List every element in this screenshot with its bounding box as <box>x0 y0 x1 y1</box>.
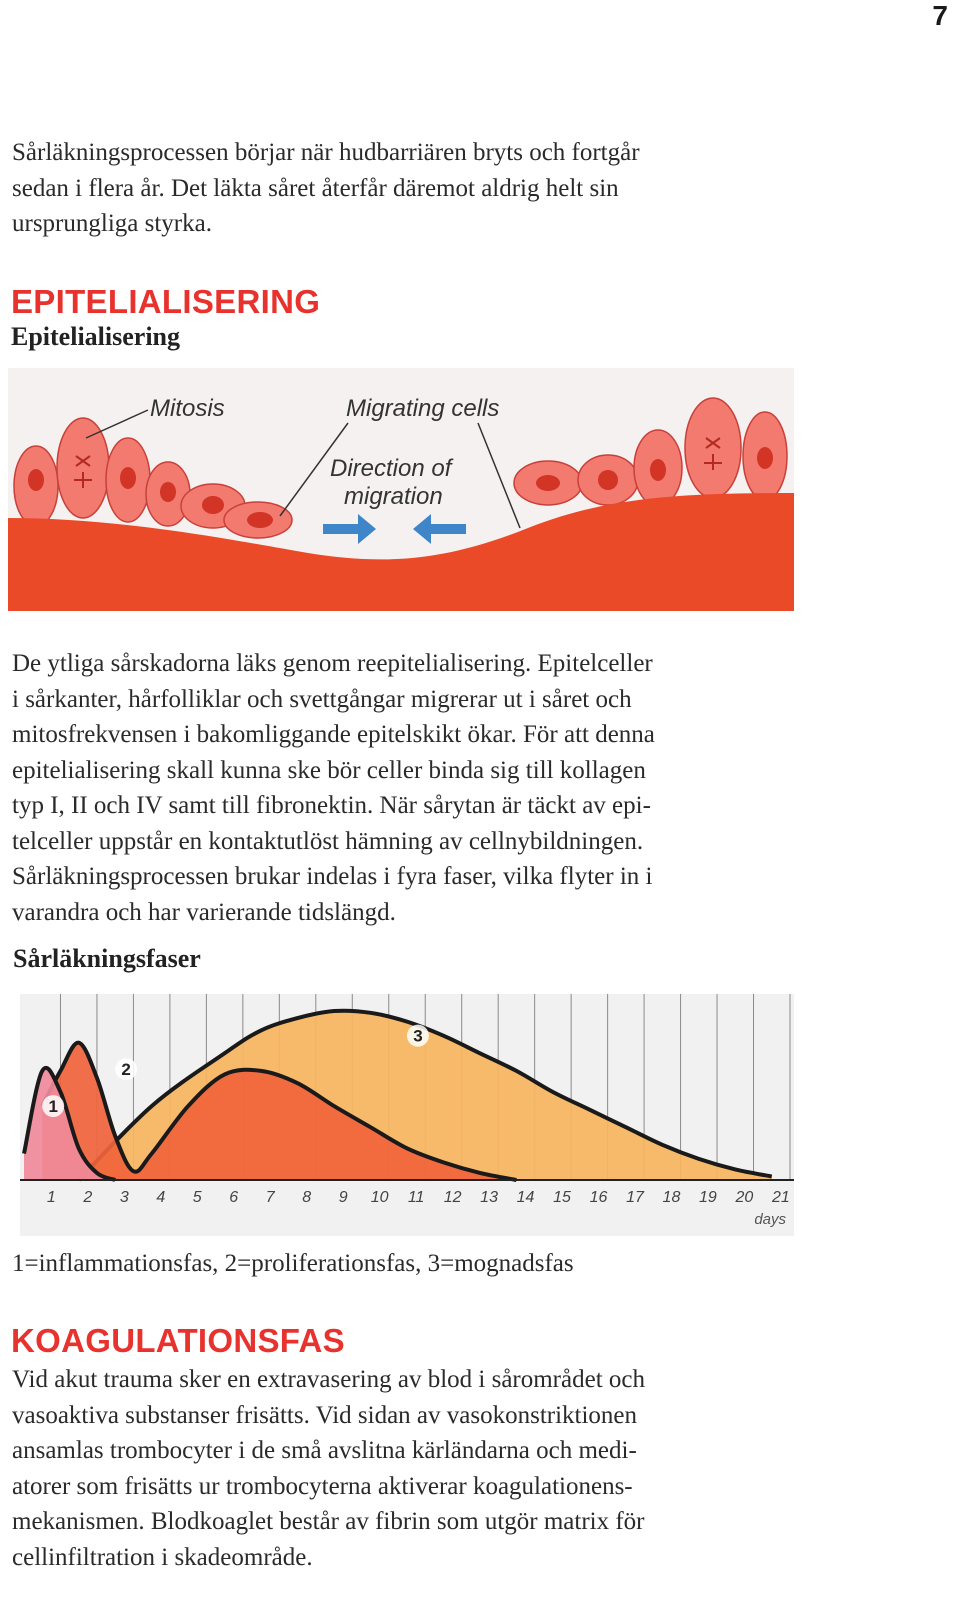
label-migration: migration <box>344 483 443 510</box>
x-tick-label: 2 <box>83 1189 93 1206</box>
intro-line: sedan i flera år. Det läkta såret återfår däremot aldrig helt sin <box>12 174 619 202</box>
x-tick-label: 16 <box>589 1189 608 1206</box>
intro-line: ursprungliga styrka. <box>12 210 212 237</box>
intro-line: Sårläkningsprocessen börjar när hudbarriären bryts och fortgår <box>12 139 640 166</box>
epitel-line: De ytliga sårskadorna läks genom reepitelialisering. Epitelceller <box>12 650 653 677</box>
epitel-line: epitelialisering skall kunna ske bör celler binda sig till kollagen <box>12 756 646 784</box>
x-tick-label: 9 <box>338 1189 348 1206</box>
epitel-line: telceller uppstår en kontaktutlöst hämning av cellnybildningen. <box>12 827 644 855</box>
phase-1-label: 1 <box>48 1097 58 1117</box>
x-tick-label: 14 <box>516 1189 535 1206</box>
x-tick-label: 6 <box>229 1189 239 1206</box>
epitel-line: varandra och har varierande tidslängd. <box>12 898 396 926</box>
epitel-line: Sårläkningsprocessen brukar indelas i fyra faser, vilka flyter in i <box>12 863 653 890</box>
koag-line: cellinfiltration i skadeområde. <box>12 1543 313 1571</box>
x-tick-label: 17 <box>626 1189 644 1206</box>
chart-caption: 1=inflammationsfas, 2=proliferationsfas, 3=mognadsfas <box>12 1250 574 1277</box>
x-tick-label: 18 <box>662 1189 681 1206</box>
x-tick-label: 12 <box>443 1189 462 1206</box>
x-tick-label: 11 <box>407 1189 425 1206</box>
koag-paragraph <box>12 1362 812 1575</box>
x-tick-label: 20 <box>735 1189 754 1206</box>
x-tick-label: 19 <box>699 1189 717 1206</box>
page-number: 7 <box>932 0 948 31</box>
x-tick-label: 4 <box>156 1189 166 1206</box>
koag-line: atorer som frisätts ur trombocyterna aktiverar koagulationens- <box>12 1472 633 1500</box>
koag-line: Vid akut trauma sker en extravasering av blod i sårområdet och <box>12 1366 645 1393</box>
x-tick-label: 21 <box>771 1189 790 1206</box>
x-tick-label: 10 <box>370 1189 389 1206</box>
koag-line: mekanismen. Blodkoaglet består av fibrin som utgör matrix för <box>12 1508 645 1535</box>
chart-heading: Sårläkningsfaser <box>13 944 201 973</box>
x-tick-label: 13 <box>480 1189 498 1206</box>
label-direction: Direction of <box>330 455 452 482</box>
subheading-epitelialisering: Epitelialisering <box>11 322 180 351</box>
healing-phases-chart <box>20 994 794 1236</box>
epitel-line: i sårkanter, hårfolliklar och svettgångar migrerar ut i såret och <box>12 685 632 713</box>
phase-2-label: 2 <box>121 1060 131 1080</box>
x-tick-label: 8 <box>302 1189 312 1206</box>
label-migrating-cells: Migrating cells <box>346 395 500 422</box>
epitel-paragraph <box>12 646 812 930</box>
x-tick-label: 1 <box>46 1189 56 1206</box>
x-tick-label: 7 <box>265 1189 275 1206</box>
koag-line: ansamlas trombocyter i de små avslitna kärländarna och medi- <box>12 1437 637 1464</box>
x-tick-label: 5 <box>192 1189 202 1206</box>
x-tick-label: 3 <box>119 1189 129 1206</box>
section-heading-koagulationsfas: KOAGULATIONSFAS <box>11 1322 345 1359</box>
x-tick-label: 15 <box>553 1189 571 1206</box>
section-heading-epitelialisering: EPITELIALISERING <box>11 283 321 320</box>
label-mitosis: Mitosis <box>150 395 225 422</box>
epitel-line: typ I, II och IV samt till fibronektin. När sårytan är täckt av epi- <box>12 792 651 819</box>
x-axis-label: days <box>754 1211 786 1228</box>
epitel-line: mitosfrekvensen i bakomliggande epitelskikt ökar. För att denna <box>12 721 655 748</box>
epithelialization-illustration <box>8 368 794 611</box>
intro-paragraph <box>12 135 812 242</box>
phase-3-label: 3 <box>413 1026 423 1046</box>
koag-line: vasoaktiva substanser frisätts. Vid sidan av vasokonstriktionen <box>12 1401 638 1429</box>
